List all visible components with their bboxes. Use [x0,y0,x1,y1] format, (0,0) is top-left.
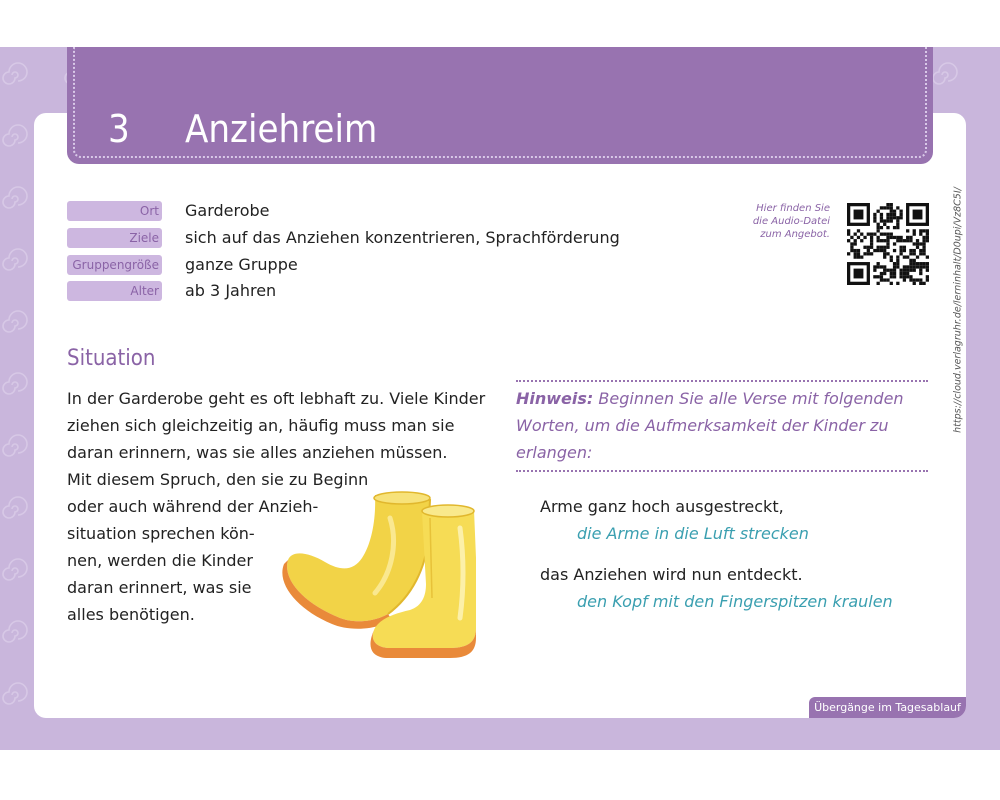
meta-value: Garderobe [185,201,270,220]
qr-code-icon[interactable] [847,203,929,285]
situation-line: Mit diesem Spruch, den sie zu Beginn [67,470,369,489]
hint-box [516,380,928,472]
situation-line: alles benötigen. [67,605,195,624]
situation-line: situation sprechen kön- [67,524,255,543]
verse-action: den Kopf mit den Fingerspitzen kraulen [577,592,893,611]
meta-value: sich auf das Anziehen konzentrieren, Sprachförderung [185,228,620,247]
page-title: Anziehreim [185,107,378,151]
meta-label: Ort [67,201,162,221]
audio-url[interactable]: https://cloud.verlagruhr.de/lerninhalt/D0upi/Vz8C5I/ [952,187,964,433]
situation-line: nen, werden die Kinder [67,551,253,570]
qr-caption [720,202,830,241]
situation-line: In der Garderobe geht es oft lebhaft zu. Viele Kinder [67,389,486,408]
rubber-boots-illustration [280,488,480,663]
situation-line: ziehen sich gleichzeitig an, häufig muss man sie [67,416,455,435]
qr-caption-line: Hier finden Sie [756,203,830,214]
footer-section-tab: Übergänge im Tagesablauf [809,697,966,718]
qr-caption-line: zum Angebot. [760,229,830,240]
verse-line: Arme ganz hoch ausgestreckt, [540,497,784,516]
meta-value: ab 3 Jahren [185,281,277,300]
meta-label: Gruppengröße [67,255,162,275]
situation-line: daran erinnern, was sie alles anziehen müssen. [67,443,448,462]
verse-line: das Anziehen wird nun entdeckt. [540,565,803,584]
chapter-number: 3 [108,107,130,151]
section-heading-situation: Situation [67,346,156,371]
meta-label: Ziele [67,228,162,248]
situation-line: daran erinnert, was sie [67,578,252,597]
verse-action: die Arme in die Luft strecken [577,524,809,543]
meta-label: Alter [67,281,162,301]
hint-label: Hinweis: [516,389,594,408]
meta-value: ganze Gruppe [185,255,298,274]
qr-caption-line: die Audio-Datei [752,216,830,227]
hint-text [516,385,926,466]
situation-line: oder auch während der Anzieh- [67,497,319,516]
hint-body: Beginnen Sie alle Verse mit folgenden Worten, um die Aufmerksamkeit der Kinder zu erlangen: [516,389,904,462]
